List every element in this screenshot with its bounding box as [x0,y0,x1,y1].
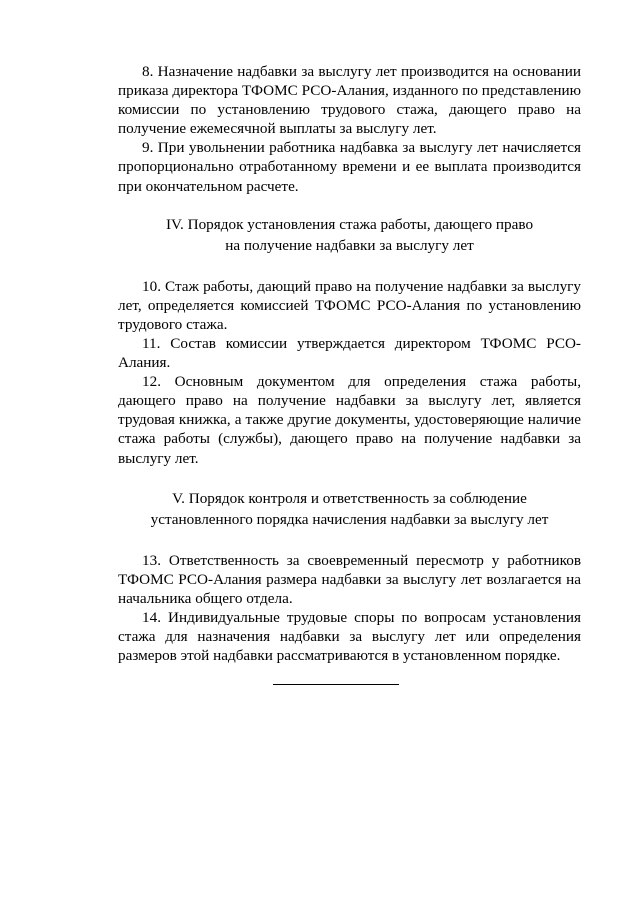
paragraph-8: 8. Назначение надбавки за выслугу лет производится на основании приказа директора ТФОМС РСО-Алания, изданного по представлению комиссии по установлению трудового стажа, дающего право на получение ежемесячной выплаты за выслугу лет. [118,63,581,138]
section-iv-heading-line-1: IV. Порядок установления стажа работы, дающего право [165,215,534,233]
section-v-heading-line-1: V. Порядок контроля и ответственность за соблюдение [172,489,527,507]
document-page [118,62,581,665]
section-v-heading-line-2: установленного порядка начисления надбавки за выслугу лет [150,510,549,528]
section-iv-heading-line-2: на получение надбавки за выслугу лет [225,236,474,254]
paragraph-12: 12. Основным документом для определения стажа работы, дающего право на получение надбавки за выслугу лет, является трудовая книжка, а также другие документы, удостоверяющие наличие стажа работы (службы), дающего право на получение надбавки за выслугу лет. [118,373,581,467]
paragraph-14: 14. Индивидуальные трудовые споры по вопросам установления стажа для назначения надбавки за выслугу лет или определения размеров этой надбавки рассматриваются в установленном порядке. [118,608,581,665]
paragraph-9: 9. При увольнении работника надбавка за выслугу лет начисляется пропорционально отработанному времени и ее выплата производится при окончательном расчете. [118,139,581,195]
paragraph-10: 10. Стаж работы, дающий право на получение надбавки за выслугу лет, определяется комиссией ТФОМС РСО-Алания по установлению трудового стажа. [118,277,581,333]
end-of-document-rule [273,684,399,685]
section-v-heading [118,488,581,530]
paragraph-11: 11. Состав комиссии утверждается директором ТФОМС РСО-Алания. [118,334,581,372]
paragraph-13: 13. Ответственность за своевременный пересмотр у работников ТФОМС РСО-Алания размера надбавки за выслугу лет возлагается на начальника общего отдела. [118,551,581,607]
section-iv-heading [118,214,581,256]
